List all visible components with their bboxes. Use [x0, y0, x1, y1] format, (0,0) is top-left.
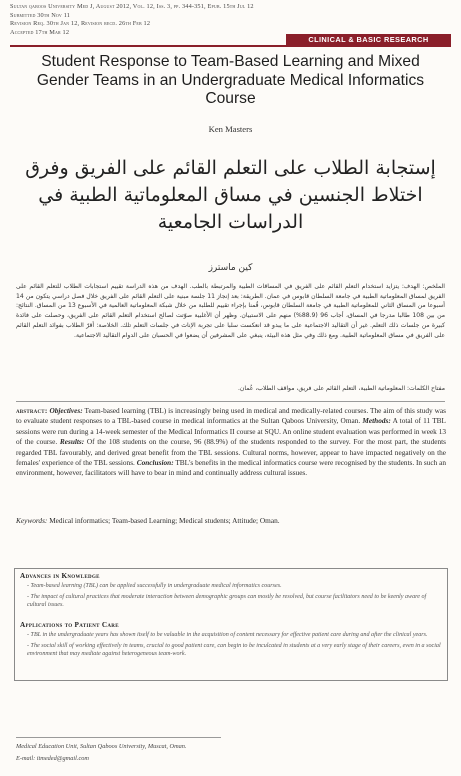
- journal-citation: Sultan qaboos University Med J, August 2012, Vol. 12, Iss. 3, pp. 344-351, Epub. 15th Jul 12: [10, 3, 254, 10]
- section-label: CLINICAL & BASIC RESEARCH: [286, 34, 451, 45]
- list-item: - The impact of cultural practices that moderate interaction between demographic groups can mostly be resolved, but course facilitators need to be keenly aware of cultural issues.: [27, 593, 427, 609]
- keywords-text: Medical informatics; Team-based Learning; Medical students; Attitude; Oman.: [49, 516, 280, 525]
- footnote: [16, 741, 436, 764]
- revision-dates: Revision Req. 30th Jan 12, Revision recd. 26th Feb 12: [10, 20, 151, 28]
- advances-list: [27, 582, 441, 612]
- english-keywords: [16, 516, 446, 526]
- arabic-abstract: الملخص: الهدف: يتزايد استخدام التعلم القائم على الفريق في المساقات الطبية والمرتبطة بالطب. الهدف من هذه الدراسة تقييم استجابات الطلاب للتعلم القائم على الفريق لمساق المعلوماتية الطبية في جامعة السلطان قابوس في عمان. الطريقة: بعد إنجاز 11 جلسة مبنية على التعلم القائم على الفريق خلال فصل دراسي يتكون من 14 أسبوعا من المساق الثاني للمعلوماتية الطبية في جامعة السلطان قابوس، قُمنا بإجراء تقييم للطلبة من خلال شبكة المعلوماتية العالمية في الأسبوع 13 من المساق. النتائج: من بين 108 طالبا مدرجا في المساق، أجاب 96 (88.9%) منهم على الاستبيان. وظهر أن الأغلبية صوّتت لصالح استخدام التعلم القائم على الفريق، وحصلت على فائدة كبيرة من جلسات ذلك التعلم. غير أن التقاليد الاجتماعية على ما يبدو قد انعكست سلبا على تجربة الإناث في جلسات التعلم تلك. الخلاصة: أقرّ الطلاب بفوائد التعلم القائم على الفريق في مساق المعلوماتية الطبية. ومع ذلك وفي مثل هذه البيئة، ينبغي على المشرفين أن يضعوا في الحسبان على الدوام التقاليد الاجتماعية.: [16, 283, 446, 339]
- advances-heading: Advances in Knowledge: [20, 572, 100, 580]
- submitted-date: Submitted 30th Nov 11: [10, 11, 71, 19]
- arabic-keywords: مفتاح الكلمات: المعلوماتية الطبية، التعلم القائم على فريق، مواقف الطلاب، عُمان.: [237, 385, 445, 392]
- objectives-text: Team-based learning (TBL) is increasingly being used in medical and medically-related courses. The aim of this study was to evaluate student responses to a TBL-based course in medical informatics at the Sultan Qaboos University, Oman.: [16, 406, 446, 426]
- list-item: - The social skill of working effectively in teams, crucial to good patient care, can begin to be inculcated in students at a very early stage of their careers, even in a social environment that may mediate against heterogeneous team-work.: [27, 642, 441, 658]
- list-item: - Team-based learning (TBL) can be applied successfully in undergraduate medical informatics courses.: [27, 583, 282, 589]
- english-abstract: [16, 406, 446, 479]
- methods-heading: Methods:: [362, 416, 391, 426]
- contact-email: E-mail: itmeded@gmail.com: [16, 754, 89, 762]
- arabic-author: كين ماسترز: [208, 263, 253, 273]
- footnote-rule: [16, 737, 221, 738]
- key-points-box: [14, 568, 448, 681]
- keywords-label: Keywords:: [16, 516, 48, 525]
- article-author: Ken Masters: [208, 124, 253, 134]
- results-text: Of the 108 students on the course, 96 (88.9%) of the students responded to the survey. For the most part, the students regarded TBL favourably, and derived great benefit from the TBL sessions. Cultural norms, however, appear to have impacted negatively on the females' experience of the TBL sessions.: [16, 437, 446, 468]
- applications-list: [27, 631, 441, 661]
- methods-text: A total of 11 TBL sessions were run during a 14-week semester of the Medical Informatics II course at SQU. An online student evaluation was performed in week 13 of the course.: [16, 416, 446, 447]
- header-rule: [10, 45, 451, 47]
- abstract-divider: [16, 401, 445, 402]
- results-heading: Results:: [59, 437, 85, 447]
- list-item: - TBL in the undergraduate years has shown itself to be valuable in the acquisition of content necessary for effective patient care during and after the clinical years.: [27, 632, 428, 638]
- conclusion-heading: Conclusion:: [136, 458, 174, 468]
- affiliation: Medical Education Unit, Sultan Qaboos University, Muscat, Oman.: [16, 743, 187, 750]
- arabic-title: إستجابة الطلاب على التعلم القائم على الفريق وفرق اختلاط الجنسين في مساق المعلوماتية الطبية في الدراسات الجامعية: [25, 157, 436, 233]
- objectives-heading: Objectives:: [49, 406, 83, 415]
- conclusion-text: TBL's benefits in the medical informatics course were recognised by the students. In such an environment, however, facilitators will have to bear in mind and continually address cultural issues.: [16, 458, 447, 478]
- accepted-date: Accepted 17th Mar 12: [10, 28, 70, 36]
- applications-heading: Applications to Patient Care: [20, 621, 119, 629]
- article-title: Student Response to Team-Based Learning and Mixed Gender Teams in an Undergraduate Medical Informatics Course: [36, 53, 425, 108]
- article-meta: [10, 3, 370, 37]
- abstract-label: abstract:: [16, 406, 48, 415]
